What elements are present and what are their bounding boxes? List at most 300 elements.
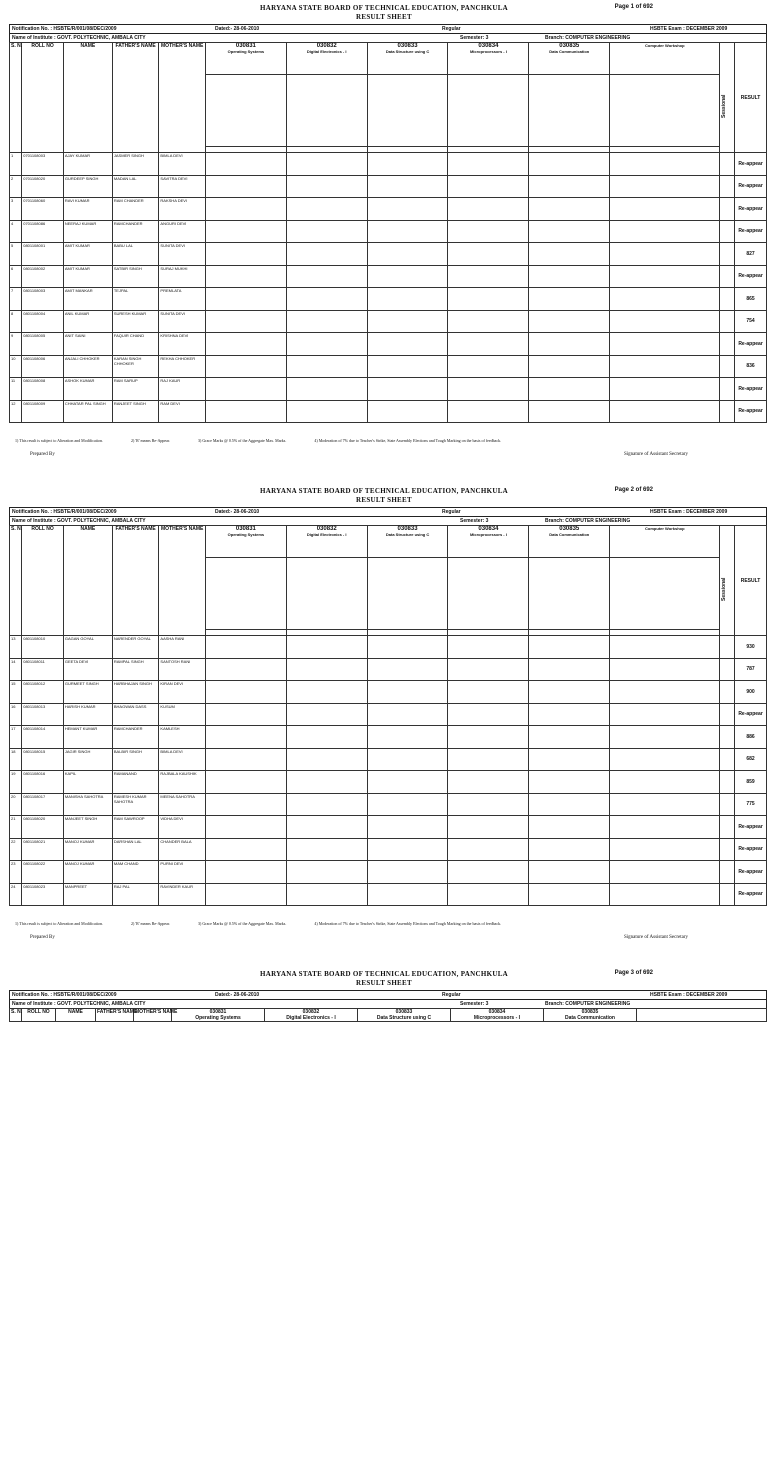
subject-subcolumns (286, 75, 367, 147)
marks-cell (610, 175, 720, 198)
student-name: ASHOK KUMAR (63, 378, 112, 401)
marks-cell (529, 153, 610, 176)
exam-session: HSBTE Exam : DECEMBER 2009 (650, 26, 728, 32)
marks-cell (367, 636, 448, 659)
mother-name: BIMLA DEVI (159, 153, 206, 176)
result-sheet-page (0, 0, 768, 500)
sessional-cell (720, 355, 735, 378)
subject-header (544, 1009, 637, 1022)
sessional-cell (720, 198, 735, 221)
marks-cell (367, 400, 448, 423)
marks-cell (610, 636, 720, 659)
sessional-cell (720, 816, 735, 839)
marks-cell (205, 378, 286, 401)
prepared-by: Prepared By (30, 452, 55, 457)
marks-cell (610, 658, 720, 681)
result-value: Re-appear (735, 175, 767, 198)
marks-cell (529, 771, 610, 794)
marks-cell (286, 355, 367, 378)
marks-cell (286, 220, 367, 243)
column-header: NAME (56, 1009, 96, 1022)
serial-number: 13 (10, 636, 22, 659)
mother-name: PREMLATA (159, 288, 206, 311)
result-header: RESULT (735, 43, 767, 153)
column-header: MOTHER'S NAME (159, 526, 206, 636)
result-value: 775 (735, 793, 767, 816)
father-name: RAMCHANDER (112, 220, 159, 243)
table-row (10, 861, 767, 884)
subject-subcolumns (529, 558, 610, 630)
marks-cell (286, 658, 367, 681)
marks-cell (367, 355, 448, 378)
mother-name: SUNITA DEVI (159, 310, 206, 333)
subject-name: Operating Systems (195, 1015, 241, 1021)
marks-cell (448, 175, 529, 198)
marks-cell (529, 861, 610, 884)
marks-cell (205, 636, 286, 659)
mother-name: PURNI DEVI (159, 861, 206, 884)
marks-cell (205, 355, 286, 378)
marks-cell (610, 198, 720, 221)
student-name: ANIL KUMAR (63, 310, 112, 333)
result-value: Re-appear (735, 838, 767, 861)
marks-cell (448, 681, 529, 704)
serial-number: 8 (10, 310, 22, 333)
serial-number: 15 (10, 681, 22, 704)
serial-number: 9 (10, 333, 22, 356)
marks-cell (448, 658, 529, 681)
marks-cell (286, 333, 367, 356)
subject-header (265, 1009, 358, 1022)
subject-subcolumns (529, 75, 610, 147)
marks-cell (448, 861, 529, 884)
sessional-cell (720, 726, 735, 749)
result-sheet-page (0, 966, 768, 1466)
marks-cell (205, 861, 286, 884)
marks-cell (529, 703, 610, 726)
sessional-header (720, 526, 735, 636)
result-value: 836 (735, 355, 767, 378)
father-name: BABU LAL (112, 243, 159, 266)
marks-cell (205, 681, 286, 704)
page-number: Page 2 of 692 (614, 487, 653, 493)
marks-cell (448, 333, 529, 356)
result-value: 787 (735, 658, 767, 681)
roll-number: 0801108021 (22, 838, 64, 861)
father-name: RANJEET SINGH (112, 400, 159, 423)
marks-cell (529, 636, 610, 659)
marks-cell (205, 883, 286, 906)
father-name: HARBHAJAN SINGH (112, 681, 159, 704)
serial-number: 4 (10, 220, 22, 243)
footnote: 4) Moderation of 7% due to Teacher's Strike, State Assembly Elections and Tough Marking on the basis of feedback. (314, 438, 502, 443)
page-number: Page 3 of 692 (614, 970, 653, 976)
marks-cell (610, 378, 720, 401)
subject-code: 030833 (395, 1009, 413, 1015)
student-name: AJAY KUMAR (63, 153, 112, 176)
subject-subcolumns (367, 75, 448, 147)
result-value: Re-appear (735, 198, 767, 221)
sessional-cell (720, 658, 735, 681)
subject-header (448, 43, 529, 75)
page-number: Page 1 of 692 (614, 4, 653, 10)
marks-cell (286, 726, 367, 749)
student-name: AMIT MANKAR (63, 288, 112, 311)
sessional-cell (720, 793, 735, 816)
marks-cell (286, 816, 367, 839)
result-table (9, 525, 767, 906)
mother-name: AASHA RANI (159, 636, 206, 659)
sessional-cell (720, 310, 735, 333)
sheet-title: RESULT SHEET (356, 496, 412, 504)
marks-cell (529, 243, 610, 266)
subject-subcolumns (610, 558, 720, 630)
marks-cell (205, 658, 286, 681)
table-row (10, 310, 767, 333)
marks-cell (367, 333, 448, 356)
column-header: MOTHER'S NAME (134, 1009, 172, 1022)
subject-name: Microprocessors - I (469, 49, 507, 54)
branch: Branch: COMPUTER ENGINEERING (545, 1001, 631, 1007)
sheet-title: RESULT SHEET (356, 979, 412, 987)
marks-cell (367, 838, 448, 861)
table-row (10, 816, 767, 839)
student-name: JAGIR SINGH (63, 748, 112, 771)
result-value: Re-appear (735, 333, 767, 356)
subject-code: 030833 (397, 526, 418, 532)
mother-name: RAVINDER KAUR (159, 883, 206, 906)
subject-header (451, 1009, 544, 1022)
student-name: CHHATAR PAL SINGH (63, 400, 112, 423)
table-row (10, 400, 767, 423)
marks-cell (610, 220, 720, 243)
sessional-cell (720, 861, 735, 884)
marks-cell (610, 243, 720, 266)
column-header: FATHER'S NAME (112, 526, 159, 636)
marks-cell (610, 333, 720, 356)
footnote: 3) Grace Marks @ 0.5% of the Aggregate Max. Marks. (198, 438, 287, 443)
marks-cell (286, 265, 367, 288)
roll-number: 0801108001 (22, 243, 64, 266)
subject-header (367, 526, 448, 558)
signature-line: Signature of Assistant Secretary (623, 452, 688, 457)
marks-cell (529, 333, 610, 356)
marks-cell (205, 265, 286, 288)
marks-cell (610, 883, 720, 906)
marks-cell (367, 681, 448, 704)
subject-subcolumns (205, 558, 286, 630)
marks-cell (610, 748, 720, 771)
marks-cell (286, 198, 367, 221)
subject-header (205, 43, 286, 75)
marks-cell (529, 288, 610, 311)
column-header: NAME (63, 526, 112, 636)
prepared-by: Prepared By (30, 935, 55, 940)
table-row (10, 355, 767, 378)
roll-number: 0701108086 (22, 220, 64, 243)
table-row (10, 243, 767, 266)
semester: Semester: 3 (460, 35, 489, 41)
column-header: FATHER'S NAME (96, 1009, 134, 1022)
footnotes (15, 921, 755, 926)
result-value: Re-appear (735, 153, 767, 176)
sessional-cell (720, 883, 735, 906)
exam-session: HSBTE Exam : DECEMBER 2009 (650, 992, 728, 998)
roll-number: 0801108008 (22, 378, 64, 401)
subject-subcolumns (448, 558, 529, 630)
marks-cell (367, 883, 448, 906)
dated: Dated:- 28-06-2010 (215, 992, 260, 998)
marks-cell (529, 265, 610, 288)
student-name: KAPIL (63, 771, 112, 794)
subject-header (205, 526, 286, 558)
marks-cell (205, 400, 286, 423)
marks-cell (610, 310, 720, 333)
sessional-cell (720, 265, 735, 288)
marks-cell (448, 310, 529, 333)
regular-label: Regular (442, 509, 461, 515)
sessional-label: Sessional (721, 577, 728, 601)
marks-cell (610, 861, 720, 884)
table-row (10, 265, 767, 288)
father-name: SURESH KUMAR (112, 310, 159, 333)
marks-cell (448, 243, 529, 266)
student-name: GAGAN GOYAL (63, 636, 112, 659)
subject-header (286, 526, 367, 558)
marks-cell (610, 838, 720, 861)
subject-header (358, 1009, 451, 1022)
blank-header (637, 1009, 767, 1022)
result-value: 754 (735, 310, 767, 333)
marks-cell (529, 310, 610, 333)
marks-cell (448, 703, 529, 726)
sessional-cell (720, 378, 735, 401)
roll-number: 0801108020 (22, 816, 64, 839)
serial-number: 3 (10, 198, 22, 221)
marks-cell (610, 355, 720, 378)
student-name: GEETA DEVI (63, 658, 112, 681)
mother-name: CHANDER BALA (159, 838, 206, 861)
father-name: KARAN SINGH CHHOKER (112, 355, 159, 378)
serial-number: 19 (10, 771, 22, 794)
subject-header (172, 1009, 265, 1022)
marks-cell (529, 748, 610, 771)
column-header: NAME (63, 43, 112, 153)
subject-code: 030833 (397, 43, 418, 49)
result-table (9, 1008, 767, 1022)
roll-number: 0801108022 (22, 861, 64, 884)
regular-label: Regular (442, 26, 461, 32)
subject-header (529, 526, 610, 558)
marks-cell (610, 816, 720, 839)
subject-header (610, 526, 720, 558)
mother-name: REKHA CHHOKER (159, 355, 206, 378)
subject-header (610, 43, 720, 75)
subject-name: Data Communication (564, 1015, 615, 1021)
father-name: TEJPAL (112, 288, 159, 311)
semester: Semester: 3 (460, 1001, 489, 1007)
subject-code: 030835 (581, 1009, 599, 1015)
result-value: 827 (735, 243, 767, 266)
marks-cell (205, 175, 286, 198)
result-value: Re-appear (735, 883, 767, 906)
subject-subcolumns (367, 558, 448, 630)
column-header: ROLL NO (22, 43, 64, 153)
column-header: MOTHER'S NAME (159, 43, 206, 153)
mother-name: KRISHNA DEVI (159, 333, 206, 356)
marks-cell (610, 793, 720, 816)
column-header: S. N. (10, 526, 22, 636)
subject-code: 030835 (559, 43, 580, 49)
institute-name: Name of Institute : GOVT. POLYTECHNIC, AMBALA CITY (12, 1001, 146, 1007)
column-header: S. N. (10, 43, 22, 153)
result-value: 930 (735, 636, 767, 659)
result-table (9, 42, 767, 423)
marks-cell (205, 220, 286, 243)
subject-subcolumns (205, 75, 286, 147)
subject-code: 030832 (302, 1009, 320, 1015)
marks-cell (367, 658, 448, 681)
roll-number: 0801108006 (22, 355, 64, 378)
marks-cell (529, 883, 610, 906)
serial-number: 2 (10, 175, 22, 198)
marks-cell (367, 771, 448, 794)
result-sheet-page (0, 483, 768, 983)
sessional-cell (720, 288, 735, 311)
marks-cell (205, 703, 286, 726)
subject-code: 030831 (235, 43, 256, 49)
roll-number: 0801108014 (22, 726, 64, 749)
subject-header (367, 43, 448, 75)
roll-number: 0801108004 (22, 310, 64, 333)
serial-number: 16 (10, 703, 22, 726)
exam-session: HSBTE Exam : DECEMBER 2009 (650, 509, 728, 515)
marks-cell (367, 816, 448, 839)
table-row (10, 771, 767, 794)
marks-cell (367, 861, 448, 884)
mother-name: RAJ KAUR (159, 378, 206, 401)
serial-number: 20 (10, 793, 22, 816)
student-name: MANJEET SINGH (63, 816, 112, 839)
father-name: BALBIR SINGH (112, 748, 159, 771)
marks-cell (610, 265, 720, 288)
father-name: RAJ PAL (112, 883, 159, 906)
table-row (10, 838, 767, 861)
subject-header (286, 43, 367, 75)
board-title: HARYANA STATE BOARD OF TECHNICAL EDUCATION, PANCHKULA (259, 4, 509, 12)
marks-cell (529, 838, 610, 861)
marks-cell (286, 175, 367, 198)
marks-cell (529, 726, 610, 749)
marks-cell (448, 771, 529, 794)
marks-cell (367, 153, 448, 176)
subject-code: 030832 (316, 43, 337, 49)
marks-cell (286, 861, 367, 884)
column-header: S. N. (10, 1009, 22, 1022)
footnote: 4) Moderation of 7% due to Teacher's Strike, State Assembly Elections and Tough Marking on the basis of feedback. (314, 921, 502, 926)
marks-cell (205, 310, 286, 333)
mother-name: KUSUM (159, 703, 206, 726)
sessional-cell (720, 748, 735, 771)
marks-cell (448, 198, 529, 221)
roll-number: 0801108013 (22, 703, 64, 726)
result-value: Re-appear (735, 861, 767, 884)
notification-number: Notification No. : HSBTE/R/001/08/DEC/2009 (12, 509, 117, 515)
subject-name: Data Communication (549, 532, 590, 537)
marks-cell (205, 793, 286, 816)
mother-name: ANGURI DEVI (159, 220, 206, 243)
marks-cell (286, 310, 367, 333)
roll-number: 0801108005 (22, 333, 64, 356)
marks-cell (610, 726, 720, 749)
table-row (10, 793, 767, 816)
serial-number: 17 (10, 726, 22, 749)
subject-code: 030832 (316, 526, 337, 532)
mother-name: RAJBALA KAUSHIK (159, 771, 206, 794)
marks-cell (448, 636, 529, 659)
marks-cell (286, 153, 367, 176)
footnote: 1) This result is subject to Alteration and Modification. (15, 438, 104, 443)
marks-cell (448, 838, 529, 861)
student-name: RAVI KUMAR (63, 198, 112, 221)
subject-name: Digital Electronics - I (306, 49, 347, 54)
serial-number: 6 (10, 265, 22, 288)
student-name: ANIT SAINI (63, 333, 112, 356)
mother-name: SUNITA DEVI (159, 243, 206, 266)
table-row (10, 658, 767, 681)
marks-cell (286, 703, 367, 726)
student-name: MANOJ KUMAR (63, 861, 112, 884)
roll-number: 0801108015 (22, 748, 64, 771)
marks-cell (286, 243, 367, 266)
serial-number: 21 (10, 816, 22, 839)
subject-header (529, 43, 610, 75)
mother-name: KAMLESH (159, 726, 206, 749)
marks-cell (610, 703, 720, 726)
student-name: MANOJ KUMAR (63, 838, 112, 861)
roll-number: 0801108016 (22, 771, 64, 794)
footnote: 2) 'R' means Re-Appear. (131, 438, 171, 443)
father-name: FAQUIR CHAND (112, 333, 159, 356)
father-name: RAMPAL SINGH (112, 658, 159, 681)
table-row (10, 883, 767, 906)
mother-name: MEENA SAHOTRA (159, 793, 206, 816)
sessional-cell (720, 333, 735, 356)
subject-name: Digital Electronics - I (286, 1015, 336, 1021)
table-row (10, 333, 767, 356)
marks-cell (367, 175, 448, 198)
branch: Branch: COMPUTER ENGINEERING (545, 35, 631, 41)
subject-code: 030834 (488, 1009, 506, 1015)
mother-name: KIRAN DEVI (159, 681, 206, 704)
marks-cell (529, 220, 610, 243)
marks-cell (205, 333, 286, 356)
marks-cell (205, 243, 286, 266)
marks-cell (367, 726, 448, 749)
father-name: RAMESH KUMAR SAHOTRA (112, 793, 159, 816)
subject-name: Microprocessors - I (469, 532, 507, 537)
dated: Dated:- 28-06-2010 (215, 509, 260, 515)
marks-cell (367, 198, 448, 221)
marks-cell (529, 681, 610, 704)
marks-cell (529, 355, 610, 378)
footnote: 1) This result is subject to Alteration and Modification. (15, 921, 104, 926)
board-title: HARYANA STATE BOARD OF TECHNICAL EDUCATION, PANCHKULA (259, 970, 509, 978)
roll-number: 0801108011 (22, 658, 64, 681)
marks-cell (286, 771, 367, 794)
marks-cell (448, 726, 529, 749)
marks-cell (205, 771, 286, 794)
